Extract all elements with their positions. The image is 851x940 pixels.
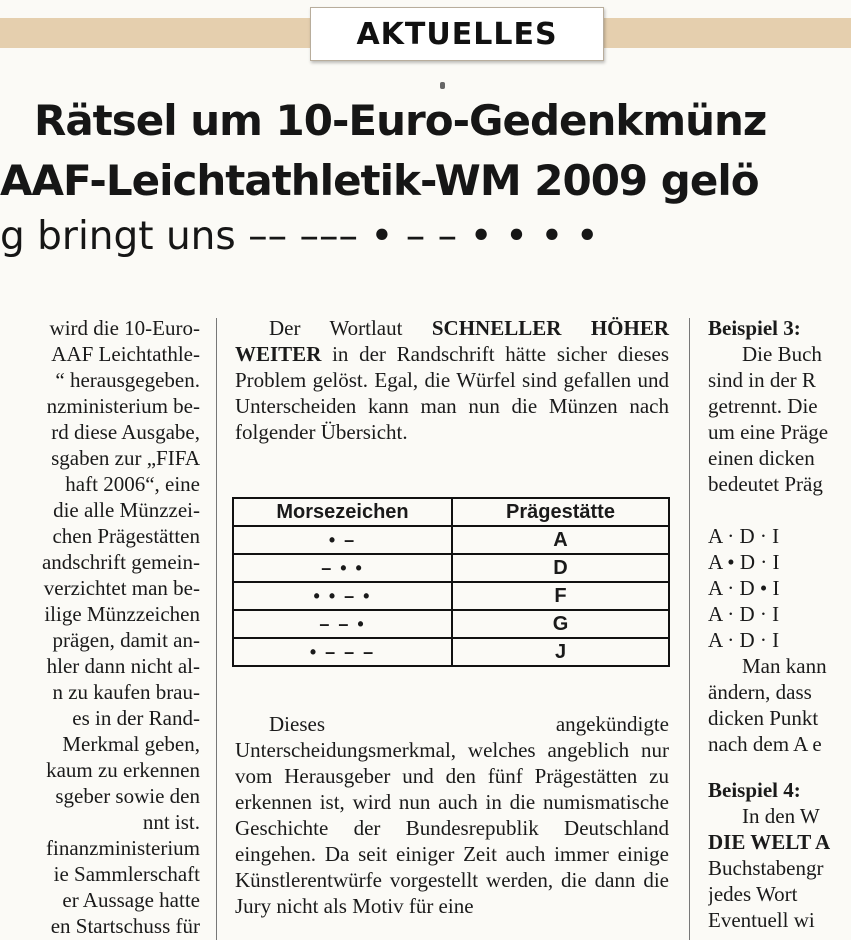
text-line: rd diese Ausgabe, — [51, 420, 200, 444]
text-line: bedeutet Präg — [708, 472, 823, 496]
text-line: ändern, dass — [708, 680, 812, 704]
newspaper-name: DIE WELT A — [708, 830, 831, 854]
morse-code-cell: • – – – — [233, 638, 452, 666]
motto-text: SCHNELLER HÖHER WEITER — [235, 316, 669, 366]
paragraph-body: Dieses angekündigte Unterscheidungsmerkmal, welches angeblich nur vom Herausgeber und den fünf Prägestätten zu erkennen ist, wird nun auch in die numismatische Geschichte der Bundesrepublik Deutschland eingehen. Da seit einiger Zeit auch immer einige Künstlerentwürfe vorgestellt werden, die dann die Jury nicht als Motiv für eine — [235, 712, 669, 918]
text-line: “ herausgegeben. — [55, 368, 200, 392]
table-header: Morsezeichen — [233, 498, 452, 526]
text-line: ie Sammlerschaft — [53, 862, 200, 886]
morse-code-cell: • • – • — [233, 582, 452, 610]
text-line: er Aussage hatte — [62, 888, 200, 912]
text-line: dicken Punkt — [708, 706, 819, 730]
text-line: prägen, damit an- — [52, 628, 200, 652]
text-line: Man kann — [742, 654, 827, 678]
text-line: In den W — [742, 804, 820, 828]
text-line: Eventuell wi — [708, 908, 815, 932]
morse-code-cell: – • • — [233, 554, 452, 582]
morse-table — [232, 497, 670, 667]
paragraph-intro — [235, 315, 669, 445]
morse-code-cell: – – • — [233, 610, 452, 638]
column-3 — [708, 315, 851, 933]
text-line: es in der Rand- — [72, 706, 200, 730]
text-line: hler dann nicht al- — [46, 654, 200, 678]
text-line: en Startschuss für — [50, 914, 200, 938]
table-row — [233, 610, 669, 638]
column-rule — [216, 318, 217, 940]
table-row — [233, 526, 669, 554]
example-3-heading: Beispiel 3: — [708, 316, 801, 340]
text-line: sind in der R — [708, 368, 816, 392]
text-line: nach dem A e — [708, 732, 822, 756]
text-line: sgeber sowie den — [55, 784, 200, 808]
text-line: chen Prägestätten — [52, 524, 200, 548]
mint-cell: D — [452, 554, 669, 582]
text-line: andschrift gemein- — [41, 550, 200, 574]
example-4-heading: Beispiel 4: — [708, 778, 801, 802]
text-line: sgaben zur „FIFA — [51, 446, 200, 470]
text-line: kaum zu erkennen — [46, 758, 200, 782]
table-row — [233, 638, 669, 666]
text-line: verzichtet man be- — [43, 576, 200, 600]
mint-dot-row: A • D · I — [708, 550, 780, 574]
paragraph-text: in der Randschrift hätte sicher dieses Problem gelöst. Egal, die Würfel sind gefallen und Unterscheiden kann man nun die Münzen nach folgender Übersicht. — [235, 342, 669, 444]
mint-cell: A — [452, 526, 669, 554]
paragraph-text: Der Wortlaut — [269, 316, 432, 340]
mint-dot-row: A · D · I — [708, 524, 780, 548]
text-line: nnt ist. — [142, 810, 200, 834]
mint-cell: G — [452, 610, 669, 638]
table-row — [233, 554, 669, 582]
text-line: Die Buch — [742, 342, 822, 366]
text-line: finanzministerium — [46, 836, 200, 860]
text-line: getrennt. Die — [708, 394, 818, 418]
mint-dot-row: A · D • I — [708, 576, 780, 600]
column-1 — [0, 315, 200, 939]
mint-dot-row: A · D · I — [708, 602, 780, 626]
print-speck — [440, 82, 445, 89]
headline-line-3: g bringt uns –– ––– • – – • • • • — [0, 214, 599, 259]
text-line: haft 2006“, eine — [65, 472, 200, 496]
text-line: um eine Präge — [708, 420, 829, 444]
text-line: wird die 10-Euro- — [49, 316, 200, 340]
headline-line-1: Rätsel um 10-Euro-Gedenkmünz — [34, 96, 767, 145]
text-line: AAF Leichtathle- — [51, 342, 200, 366]
mint-cell: F — [452, 582, 669, 610]
table-header: Prägestätte — [452, 498, 669, 526]
text-line: n zu kaufen brau- — [52, 680, 200, 704]
text-line: einen dicken — [708, 446, 815, 470]
text-line: jedes Wort — [708, 882, 798, 906]
text-line: Merkmal geben, — [62, 732, 200, 756]
column-rule — [689, 318, 690, 940]
section-label: AKTUELLES — [310, 7, 604, 61]
table-row — [233, 582, 669, 610]
text-line: Buchstabengr — [708, 856, 824, 880]
headline-line-2: AAF-Leichtathletik-WM 2009 gelö — [0, 156, 759, 205]
text-line: ilige Münzzeichen — [44, 602, 200, 626]
mint-cell: J — [452, 638, 669, 666]
text-line: die alle Münzzei- — [53, 498, 200, 522]
morse-code-cell: • – — [233, 526, 452, 554]
mint-dot-row: A · D · I — [708, 628, 780, 652]
text-line: nzministerium be- — [46, 394, 200, 418]
